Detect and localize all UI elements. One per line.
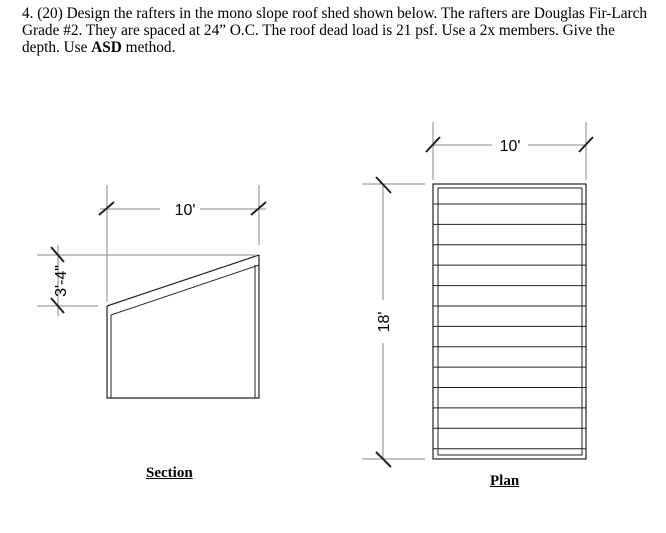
plan-length-dim: 18' xyxy=(376,311,393,333)
question-body: Design the rafters in the mono slope roof shed shown below. The rafters are Douglas Fir-Larch Grade #2. They are spaced at 24” O.C. The roof dead load is 21 psf. Use a 2x members. Give the depth. Use xyxy=(22,5,648,56)
method-bold: ASD xyxy=(91,39,122,56)
plan-label: Plan xyxy=(490,473,520,489)
section-label: Section xyxy=(146,465,193,481)
plan-drawing xyxy=(362,122,593,467)
plan-width-dim: 10' xyxy=(499,138,521,155)
section-drawing xyxy=(37,185,266,398)
question-end: method. xyxy=(121,39,176,56)
section-height-dim: 3'-4" xyxy=(53,265,70,297)
section-width-dim: 10' xyxy=(174,202,196,219)
rafter-lines xyxy=(433,204,586,449)
question-number: 4. (20) xyxy=(22,5,63,22)
